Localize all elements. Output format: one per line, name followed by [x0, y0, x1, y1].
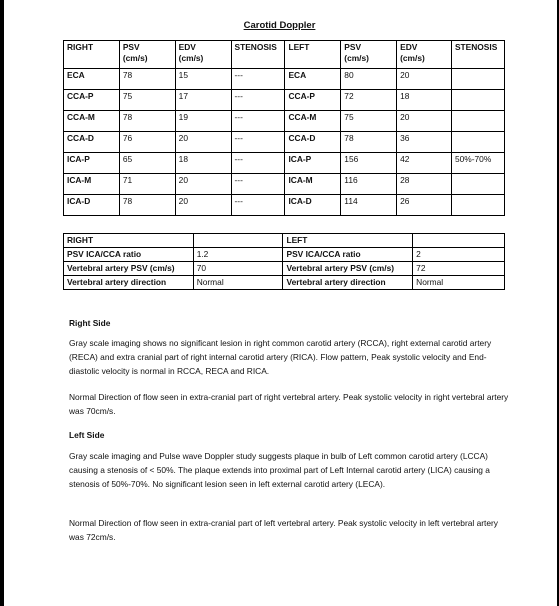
ratio-table-header-cell — [413, 234, 505, 248]
velocity-table-cell: 15 — [175, 69, 231, 90]
ratio-table-cell: 72 — [413, 262, 505, 276]
velocity-table-cell — [451, 69, 504, 90]
ratio-table-header-cell: LEFT — [283, 234, 413, 248]
velocity-table-cell: 18 — [175, 153, 231, 174]
velocity-table-row — [64, 174, 505, 195]
ratio-table-cell: 1.2 — [193, 248, 283, 262]
velocity-table-row — [64, 132, 505, 153]
velocity-table-cell: 20 — [175, 132, 231, 153]
velocity-table-cell: 76 — [119, 132, 175, 153]
velocity-table-cell: 20 — [397, 69, 452, 90]
velocity-table-header-cell: PSV (cm/s) — [119, 41, 175, 69]
velocity-table-cell: ICA-M — [64, 174, 120, 195]
velocity-table-cell: 78 — [341, 132, 397, 153]
velocity-table-cell: 156 — [341, 153, 397, 174]
velocity-table-cell: ECA — [285, 69, 341, 90]
velocity-table-header-cell: PSV (cm/s) — [341, 41, 397, 69]
velocity-table-cell: 26 — [397, 195, 452, 216]
ratio-table-header-row — [64, 234, 505, 248]
ratio-table-header-cell: RIGHT — [64, 234, 194, 248]
left-side-heading: Left Side — [69, 430, 105, 440]
velocity-table — [63, 40, 505, 216]
velocity-table-row — [64, 195, 505, 216]
velocity-table-cell: 65 — [119, 153, 175, 174]
velocity-table-header-cell: STENOSIS — [231, 41, 285, 69]
velocity-table-cell: 75 — [341, 111, 397, 132]
velocity-table-cell: CCA-P — [285, 90, 341, 111]
velocity-table-cell — [451, 132, 504, 153]
velocity-table-cell: CCA-M — [285, 111, 341, 132]
velocity-table-cell: ICA-P — [285, 153, 341, 174]
ratio-table-row — [64, 248, 505, 262]
velocity-table-row — [64, 69, 505, 90]
ratio-table-cell: Vertebral artery PSV (cm/s) — [64, 262, 194, 276]
velocity-table-cell: CCA-D — [285, 132, 341, 153]
ratio-table-cell: PSV ICA/CCA ratio — [283, 248, 413, 262]
velocity-table-cell: 80 — [341, 69, 397, 90]
velocity-table-row — [64, 90, 505, 111]
velocity-table-header-cell: STENOSIS — [451, 41, 504, 69]
ratio-table-cell: 70 — [193, 262, 283, 276]
ratio-table-row — [64, 262, 505, 276]
velocity-table-cell — [451, 111, 504, 132]
velocity-table-cell — [451, 195, 504, 216]
velocity-table-cell: 18 — [397, 90, 452, 111]
velocity-table-cell: 78 — [119, 69, 175, 90]
velocity-table-cell: 17 — [175, 90, 231, 111]
velocity-table-cell: 20 — [397, 111, 452, 132]
velocity-table-cell: 71 — [119, 174, 175, 195]
velocity-table-cell — [451, 174, 504, 195]
velocity-table-row — [64, 153, 505, 174]
ratio-table-header-cell — [193, 234, 283, 248]
velocity-table-cell: CCA-P — [64, 90, 120, 111]
ratio-table-cell: 2 — [413, 248, 505, 262]
velocity-table-header-row — [64, 41, 505, 69]
velocity-table-cell: 116 — [341, 174, 397, 195]
velocity-table-cell: --- — [231, 90, 285, 111]
velocity-table-header-cell: EDV (cm/s) — [175, 41, 231, 69]
velocity-table-cell: 20 — [175, 174, 231, 195]
velocity-table-header-cell: EDV (cm/s) — [397, 41, 452, 69]
velocity-table-cell: 78 — [119, 111, 175, 132]
velocity-table-cell: 75 — [119, 90, 175, 111]
velocity-table-row — [64, 111, 505, 132]
velocity-table-cell: 114 — [341, 195, 397, 216]
ratio-table-cell: Normal — [413, 276, 505, 290]
velocity-table-cell: --- — [231, 111, 285, 132]
ratio-table-cell: Vertebral artery direction — [64, 276, 194, 290]
velocity-table-cell: 20 — [175, 195, 231, 216]
right-side-paragraph-2: Normal Direction of flow seen in extra-cranial part of right vertebral artery. Peak systolic velocity in right vertebral artery was 70cm/s. — [69, 392, 509, 416]
velocity-table-cell — [451, 90, 504, 111]
ratio-table-row — [64, 276, 505, 290]
velocity-table-cell: 36 — [397, 132, 452, 153]
velocity-table-header-cell: RIGHT — [64, 41, 120, 69]
document-title: Carotid Doppler — [243, 20, 316, 31]
velocity-table-cell: --- — [231, 132, 285, 153]
velocity-table-cell: ICA-D — [285, 195, 341, 216]
velocity-table-cell: 19 — [175, 111, 231, 132]
velocity-table-cell: CCA-M — [64, 111, 120, 132]
velocity-table-header-cell: LEFT — [285, 41, 341, 69]
left-side-paragraph-1: Gray scale imaging and Pulse wave Doppler study suggests plaque in bulb of Left common carotid artery (LCCA) causing a stenosis of < 50%. The plaque extends into proximal part of Left Internal carotid artery (LICA) causing a stenosis of 50%-70%. No significant lesion seen in left external carotid artery (LECA). — [69, 451, 490, 489]
velocity-table-cell: --- — [231, 174, 285, 195]
left-side-paragraph-2: Normal Direction of flow seen in extra-cranial part of left vertebral artery. Peak systolic velocity in left vertebral artery was 72cm/s. — [69, 518, 498, 542]
ratio-table-cell: PSV ICA/CCA ratio — [64, 248, 194, 262]
right-side-heading: Right Side — [69, 318, 111, 328]
velocity-table-cell: ICA-D — [64, 195, 120, 216]
ratio-table — [63, 233, 505, 290]
velocity-table-cell: 50%-70% — [451, 153, 504, 174]
velocity-table-cell: 28 — [397, 174, 452, 195]
velocity-table-cell: ICA-P — [64, 153, 120, 174]
velocity-table-cell: ECA — [64, 69, 120, 90]
velocity-table-cell: 78 — [119, 195, 175, 216]
velocity-table-cell: CCA-D — [64, 132, 120, 153]
ratio-table-cell: Vertebral artery direction — [283, 276, 413, 290]
velocity-table-cell: --- — [231, 195, 285, 216]
right-side-paragraph-1: Gray scale imaging shows no significant lesion in right common carotid artery (RCCA), right external carotid artery (RECA) and extra cranial part of right internal carotid artery (RICA). Flow pattern, Peak systolic velocity and End-diastolic velocity is normal in RCCA, RECA and RICA. — [69, 338, 492, 376]
velocity-table-cell: --- — [231, 153, 285, 174]
page-border-left — [0, 0, 4, 606]
velocity-table-cell: 72 — [341, 90, 397, 111]
velocity-table-cell: 42 — [397, 153, 452, 174]
ratio-table-cell: Vertebral artery PSV (cm/s) — [283, 262, 413, 276]
velocity-table-cell: --- — [231, 69, 285, 90]
velocity-table-cell: ICA-M — [285, 174, 341, 195]
ratio-table-cell: Normal — [193, 276, 283, 290]
